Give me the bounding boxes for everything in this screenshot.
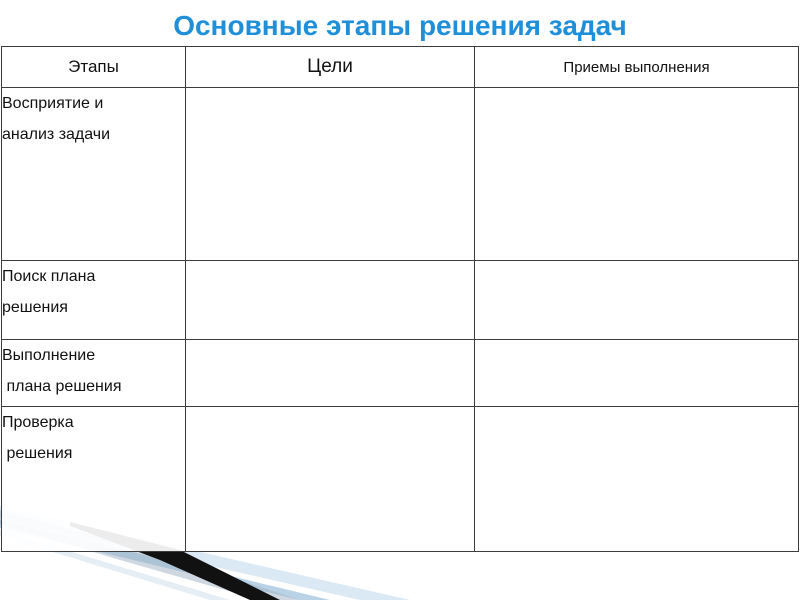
- header-row: [2, 47, 799, 88]
- column-header-goals: Цели: [186, 47, 475, 88]
- column-header-stages: Этапы: [2, 47, 186, 88]
- method-cell[interactable]: [475, 261, 799, 340]
- goal-cell[interactable]: [186, 88, 475, 261]
- goal-cell[interactable]: [186, 340, 475, 407]
- stage-text-line: Поиск плана: [2, 268, 96, 285]
- method-cell[interactable]: [475, 340, 799, 407]
- slide-title: Основные этапы решения задач: [173, 10, 627, 41]
- stage-text-line: анализ задачи: [2, 126, 111, 143]
- goal-cell[interactable]: [186, 261, 475, 340]
- method-cell[interactable]: [475, 407, 799, 552]
- stage-text-line: Выполнение: [2, 347, 96, 364]
- stage-text-line: решения: [2, 445, 73, 462]
- stage-text-line: Восприятие и: [2, 95, 104, 112]
- stage-cell: [2, 88, 186, 261]
- stage-text-line: Проверка: [2, 414, 74, 431]
- stage-text-line: решения: [2, 299, 68, 316]
- table-row: [2, 88, 799, 261]
- goal-cell[interactable]: [186, 407, 475, 552]
- table-row: [2, 340, 799, 407]
- stage-cell: [2, 340, 186, 407]
- stage-cell: [2, 261, 186, 340]
- column-header-methods: Приемы выполнения: [475, 47, 799, 88]
- table-row: [2, 407, 799, 552]
- stages-table: [1, 46, 799, 552]
- table-row: [2, 261, 799, 340]
- stage-text-line: плана решения: [2, 378, 122, 395]
- method-cell[interactable]: [475, 88, 799, 261]
- stage-cell: [2, 407, 186, 552]
